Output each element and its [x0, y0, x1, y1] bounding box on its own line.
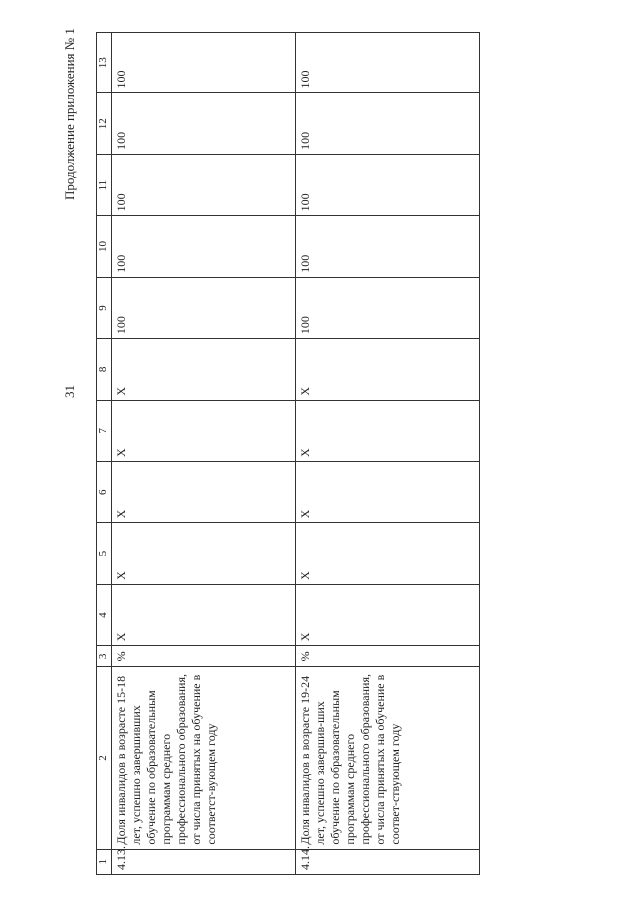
- value-cell: 100: [112, 93, 296, 154]
- column-header: 8: [97, 339, 112, 400]
- row-number: 4.14.: [296, 849, 480, 874]
- header-row: [97, 33, 112, 875]
- value-cell: X: [296, 339, 480, 400]
- value-cell: 100: [296, 154, 480, 215]
- value-cell: X: [296, 400, 480, 461]
- unit-cell: %: [112, 646, 296, 667]
- value-cell: 100: [112, 154, 296, 215]
- value-cell: X: [112, 584, 296, 645]
- indicator-table: [96, 32, 480, 875]
- row-number: 4.13.: [112, 849, 296, 874]
- column-header: 12: [97, 93, 112, 154]
- column-header: 2: [97, 667, 112, 849]
- column-header: 6: [97, 462, 112, 523]
- continuation-note: Продолжение приложения № 1: [62, 28, 77, 200]
- table-row: [296, 33, 480, 875]
- value-cell: 100: [296, 216, 480, 277]
- indicator-text: Доля инвалидов в возрасте 15-18 лет, успешно завершивших обучение по образовательным программам среднего профессионального образования, от числа принятых на обучение в соответст-вующем году: [112, 667, 296, 849]
- value-cell: X: [296, 462, 480, 523]
- column-header: 7: [97, 400, 112, 461]
- value-cell: X: [112, 523, 296, 584]
- column-header: 13: [97, 33, 112, 93]
- column-header: 3: [97, 646, 112, 667]
- column-header: 4: [97, 584, 112, 645]
- column-header: 5: [97, 523, 112, 584]
- unit-cell: %: [296, 646, 480, 667]
- value-cell: 100: [296, 33, 480, 93]
- column-header: 9: [97, 277, 112, 338]
- value-cell: 100: [296, 277, 480, 338]
- value-cell: X: [112, 400, 296, 461]
- indicator-text: Доля инвалидов в возрасте 19-24 лет, успешно завершив-ших обучение по образовательным программам среднего профессионального образования, от числа принятых на обучение в соответ-ствующем году: [296, 667, 480, 849]
- value-cell: X: [112, 462, 296, 523]
- value-cell: 100: [112, 277, 296, 338]
- page-number: 31: [62, 385, 77, 398]
- value-cell: X: [112, 339, 296, 400]
- value-cell: X: [296, 523, 480, 584]
- value-cell: 100: [296, 93, 480, 154]
- value-cell: X: [296, 584, 480, 645]
- column-header: 11: [97, 154, 112, 215]
- value-cell: 100: [112, 216, 296, 277]
- table-row: [112, 33, 296, 875]
- column-header: 1: [97, 849, 112, 874]
- indicator-table-container: [96, 32, 480, 875]
- value-cell: 100: [112, 33, 296, 93]
- column-header: 10: [97, 216, 112, 277]
